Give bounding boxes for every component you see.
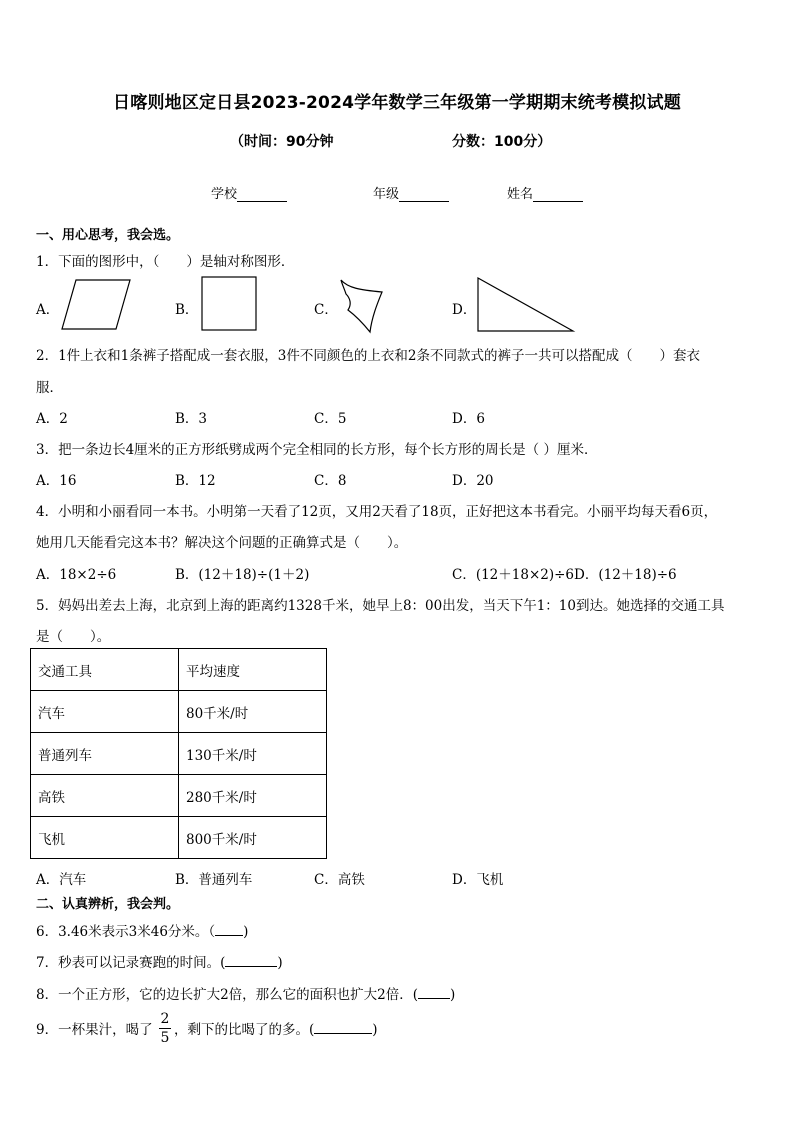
q3-option-d: D．20 (452, 473, 494, 489)
q2-option-a: A．2 (36, 411, 68, 427)
table-cell: 高铁 (31, 775, 179, 817)
question-4-line2: 她用几天能看完这本书？解决这个问题的正确算式是（ ）。 (36, 535, 408, 551)
section2-heading: 二、认真辨析，我会判。 (36, 897, 180, 912)
table-cell: 汽车 (31, 691, 179, 733)
question-6-text: 6．3.46米表示3米46分米。（ (36, 924, 216, 940)
table-cell: 普通列车 (31, 733, 179, 775)
school-blank[interactable] (237, 188, 287, 202)
q6-answer-blank[interactable] (215, 923, 243, 936)
q1-option-c: C． (314, 302, 338, 318)
close-paren: ) (243, 924, 249, 940)
q3-option-a: A．16 (36, 473, 77, 489)
fraction-denominator: 5 (160, 1030, 170, 1046)
grade-blank[interactable] (399, 188, 449, 202)
q7-answer-blank[interactable] (225, 954, 277, 967)
question-4-line1: 4．小明和小丽看同一本书。小明第一天看了12页，又用2天看了18页，正好把这本书看完。小丽平均每天看6页， (36, 504, 718, 520)
right-triangle-shape (476, 276, 576, 333)
close-paren: ) (450, 987, 456, 1003)
name-blank[interactable] (533, 188, 583, 202)
question-2-line1: 2．1件上衣和1条裤子搭配成一套衣服，3件不同颜色的上衣和2条不同款式的裤子一共可以搭配成（ ）套衣 (36, 348, 700, 364)
q1-option-a: A． (36, 302, 60, 318)
q1-option-b: B． (175, 302, 199, 318)
grade-field (373, 183, 449, 202)
question-6 (36, 920, 248, 940)
table-cell: 飞机 (31, 817, 179, 859)
transport-speed-table (30, 648, 327, 859)
q5-option-b: B．普通列车 (175, 872, 253, 888)
name-label: 姓名 (507, 187, 534, 202)
table-header-row (31, 649, 327, 691)
table-cell: 130千米/时 (179, 733, 327, 775)
question-7-text: 7．秒表可以记录赛跑的时间。( (36, 955, 226, 971)
close-paren: ) (372, 1022, 378, 1038)
question-8-text: 8．一个正方形，它的边长扩大2倍，那么它的面积也扩大2倍．( (36, 987, 419, 1003)
q3-option-b: B．12 (175, 473, 216, 489)
table-header-cell: 交通工具 (31, 649, 179, 691)
question-1: 1．下面的图形中，（ ）是轴对称图形． (36, 254, 295, 270)
q9-answer-blank[interactable] (314, 1021, 372, 1034)
square-shape (200, 275, 258, 332)
q4-option-b: B．(12＋18)÷(1＋2) (175, 567, 310, 583)
table-row (31, 817, 327, 859)
fraction-numerator: 2 (160, 1011, 170, 1027)
parallelogram-shape (60, 278, 132, 332)
table-cell: 800千米/时 (179, 817, 327, 859)
q2-option-d: D．6 (452, 411, 485, 427)
page-title: 日喀则地区定日县2023-2024学年数学三年级第一学期期末统考模拟试题 (113, 93, 681, 113)
q3-option-c: C．8 (314, 473, 347, 489)
question-9-start: 9．一杯果汁，喝了 (36, 1022, 153, 1038)
exam-score: 分数：100分） (452, 134, 552, 150)
table-header-cell: 平均速度 (179, 649, 327, 691)
school-label: 学校 (211, 187, 238, 202)
table-row (31, 775, 327, 817)
question-5-line1: 5．妈妈出差去上海，北京到上海的距离约1328千米，她早上8：00出发，当天下午1：10到达。她选择的交通工具 (36, 598, 725, 614)
table-cell: 280千米/时 (179, 775, 327, 817)
q5-option-c: C．高铁 (314, 872, 365, 888)
section1-heading: 一、用心思考，我会选。 (36, 228, 180, 243)
q1-option-d: D． (452, 302, 477, 318)
close-paren: ) (277, 955, 283, 971)
question-8 (36, 983, 455, 1003)
question-7 (36, 951, 283, 971)
question-5-line2: 是（ ）。 (36, 629, 111, 645)
q5-option-d: D．飞机 (452, 872, 504, 888)
school-field (211, 183, 287, 202)
question-2-line2: 服． (36, 380, 63, 396)
q4-option-cd: C．(12＋18×2)÷6D．(12＋18)÷6 (452, 567, 677, 583)
grade-label: 年级 (373, 187, 400, 202)
table-cell: 80千米/时 (179, 691, 327, 733)
question-9-end (174, 1018, 378, 1038)
fraction-two-fifths (159, 1010, 171, 1047)
q8-answer-blank[interactable] (418, 986, 450, 999)
q4-option-a: A．18×2÷6 (36, 567, 117, 583)
exam-time: （时间：90分钟 (230, 134, 334, 150)
q2-option-c: C．5 (314, 411, 347, 427)
name-field (507, 183, 583, 202)
q5-option-a: A．汽车 (36, 872, 87, 888)
table-row (31, 733, 327, 775)
question-9-text: ，剩下的比喝了的多。( (174, 1022, 315, 1038)
table-row (31, 691, 327, 733)
q2-option-b: B．3 (175, 411, 208, 427)
irregular-shape (334, 276, 386, 336)
question-3: 3．把一条边长4厘米的正方形纸劈成两个完全相同的长方形，每个长方形的周长是（ ）厘米． (36, 442, 598, 458)
